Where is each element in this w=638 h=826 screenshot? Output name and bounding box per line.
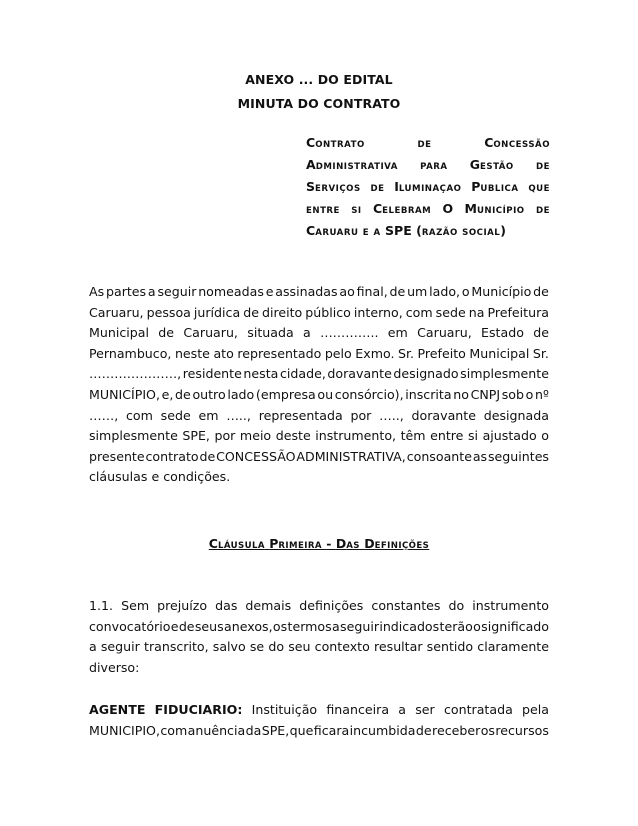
summary-word: CONTRATO [306,135,365,150]
summary-line-3 [306,177,550,199]
contract-draft-title: MINUTA DO CONTRATO [237,96,401,111]
summary-word: ENTRE [306,206,340,216]
summary-word: DE [370,184,385,194]
text-line: diverso: [89,659,140,675]
summary-word: ADMINISTRATIVA [306,157,398,172]
summary-word: SI [351,206,362,216]
summary-word: CONCESSÃO [484,135,550,150]
text-line: cláusulas e condições. [89,469,231,485]
summary-word: SOCIAL) [462,223,506,238]
text-line: a seguir transcrito, salvo se do seu contexto resultar sentido claramente [89,639,549,655]
contract-summary [306,133,550,243]
agent-line-1: AGENTE FIDUCIARIO: Instituição financeira a ser contratada pela [89,702,549,717]
text-line: ……, com sede em ….., representada por ….., doravante designada [89,407,549,423]
summary-line-4 [306,199,550,221]
text-line: 1.1. Sem prejuízo das demais definições constantes do instrumento [89,598,549,613]
summary-line-2 [306,155,550,177]
text-line: Caruaru, pessoa jurídica de direito público interno, com sede na Prefeitura [89,304,549,320]
text-line: simplesmente SPE, por meio deste instrumento, têm entre si ajustado o [89,428,549,444]
clause-heading: CLÁUSULA PRIMEIRA - DAS DEFINIÇÕES [208,536,430,551]
preamble-paragraph [89,282,549,488]
summary-word: DE [535,162,550,172]
text-line: MUNICÍPIO, e, de outro lado (empresa ou consórcio), inscrita no CNPJ sob o nº [89,386,549,402]
summary-line-5 [306,221,550,243]
summary-word: SERVIÇOS [306,179,361,194]
summary-word: SPE [385,223,412,238]
summary-word: GESTÃO [469,157,514,172]
summary-word: (RAZÃO [416,223,458,238]
text-line: Municipal de Caruaru, situada a ………….. em Caruaru, Estado de [89,325,549,341]
summary-word: DE [535,206,550,216]
summary-word: DE [417,140,432,150]
summary-word: CARUARU [306,223,359,238]
summary-word: MUNICÍPIO [464,201,525,216]
summary-word: A [373,228,381,238]
text-line: presente contrato de CONCESSÃO ADMINISTRATIVA, consoante as seguintes [89,448,549,464]
agent-definition [89,700,549,741]
text-line: …………………, residente nesta cidade, doravante designado simplesmente [89,366,549,382]
summary-word: CELEBRAM [372,201,432,216]
definitions-paragraph [89,596,549,678]
summary-word: ILUMINAÇAO [394,179,462,194]
summary-word: O [442,201,454,216]
text-line: Pernambuco, neste ato representado pelo Exmo. Sr. Prefeito Municipal Sr. [89,345,549,361]
text-line: As partes a seguir nomeadas e assinadas ao final, de um lado, o Município de [89,284,549,299]
summary-word: PARA [420,162,448,172]
agent-line-2: MUNICIPIO, com anuência da SPE, que ficara incumbida de receber os recursos [89,722,549,738]
summary-word: QUE [528,184,550,194]
summary-word: PUBLICA [471,179,519,194]
text-line: convocatório e de seus anexos, os termos a seguir indicados terão o significado [89,618,549,634]
summary-word: E [362,228,370,238]
annex-title: ANEXO ... DO EDITAL [245,72,393,87]
summary-line-1 [306,133,550,155]
